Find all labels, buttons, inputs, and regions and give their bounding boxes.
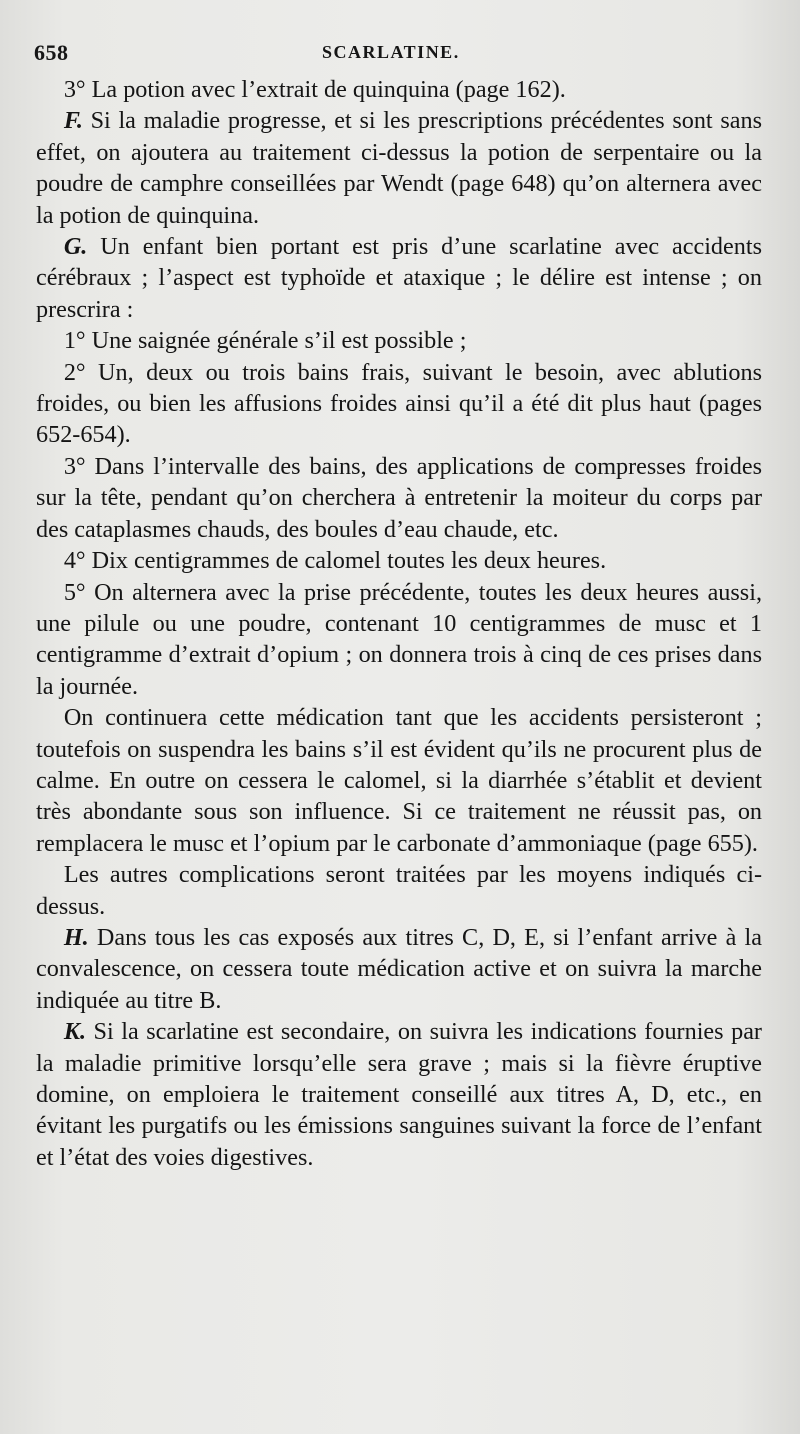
section-letter: K. [63, 1018, 87, 1046]
paragraph-text: 1° Une saignée générale s’il est possible ; [63, 327, 467, 355]
list-item-2 [36, 357, 762, 451]
list-item-3 [36, 451, 762, 545]
body-text [36, 74, 762, 1173]
paragraph-complications [36, 859, 762, 922]
paragraph-h [36, 922, 762, 1016]
paragraph-continuation [36, 702, 762, 859]
paragraph-text: Dans tous les cas exposés aux titres C, D, E, si l’enfant arrive à la convalescence, on cessera toute médication active et on suivra la marche indiquée au titre B. [36, 923, 762, 1014]
page-header [34, 40, 734, 74]
paragraph-text: Si la maladie progresse, et si les prescriptions précédentes sont sans effet, on ajoutera au traitement ci-dessus la potion de serpentaire ou la poudre de camphre conseillées par Wendt (page 648) qu’on alternera avec la potion de quinquina. [36, 107, 762, 229]
list-item-5 [36, 577, 762, 703]
section-letter: H. [63, 923, 89, 951]
paragraph-k [36, 1016, 762, 1173]
section-letter: F. [63, 107, 83, 135]
paragraph-text: 5° On alternera avec la prise précédente, toutes les deux heures aussi, une pilule ou une poudre, contenant 10 centigrammes de musc et 1 centigramme d’extrait d’opium ; on donnera trois à cinq de ces prises dans la journée. [36, 578, 762, 700]
paragraph-text: 4° Dix centigrammes de calomel toutes les deux heures. [63, 547, 607, 575]
paragraph-f [36, 105, 762, 231]
running-head: SCARLATINE. [322, 42, 460, 62]
paragraph-text: Les autres complications seront traitées par les moyens indiqués ci-dessus. [36, 861, 762, 920]
paragraph-text: On continuera cette médication tant que les accidents persisteront ; toutefois on suspendra les bains s’il est évident qu’ils ne procurent plus de calme. En outre on cessera le calomel, si la diarrhée s’établit et devient très abondante sous son influence. Si ce traitement ne réussit pas, on remplacera le musc et l’opium par le carbonate d’ammoniaque (page 655). [36, 704, 762, 857]
paragraph-1 [36, 74, 762, 105]
list-item-4 [36, 545, 762, 576]
paragraph-text: 2° Un, deux ou trois bains frais, suivant le besoin, avec ablutions froides, ou bien les affusions froides ainsi qu’il a été dit plus haut (pages 652-654). [36, 358, 762, 449]
list-item-1 [36, 325, 762, 356]
paragraph-text: 3° La potion avec l’extrait de quinquina (page 162). [63, 76, 566, 103]
paragraph-g [36, 231, 762, 325]
section-letter: G. [63, 233, 88, 261]
paragraph-text: Un enfant bien portant est pris d’une scarlatine avec accidents cérébraux ; l’aspect est typhoïde et ataxique ; le délire est intense ; on prescrira : [36, 233, 762, 323]
page-number: 658 [34, 40, 69, 65]
paragraph-text: 3° Dans l’intervalle des bains, des applications de compresses froides sur la tête, pendant qu’on cherchera à entretenir la moiteur du corps par des cataplasmes chauds, des boules d’eau chaude, etc. [36, 452, 762, 543]
paragraph-text: Si la scarlatine est secondaire, on suivra les indications fournies par la maladie primitive lorsqu’elle sera grave ; mais si la fièvre éruptive domine, on emploiera le traitement conseillé aux titres A, D, etc., en évitant les purgatifs ou les émissions sanguines suivant la force de l’enfant et l’état des voies digestives. [36, 1018, 762, 1171]
